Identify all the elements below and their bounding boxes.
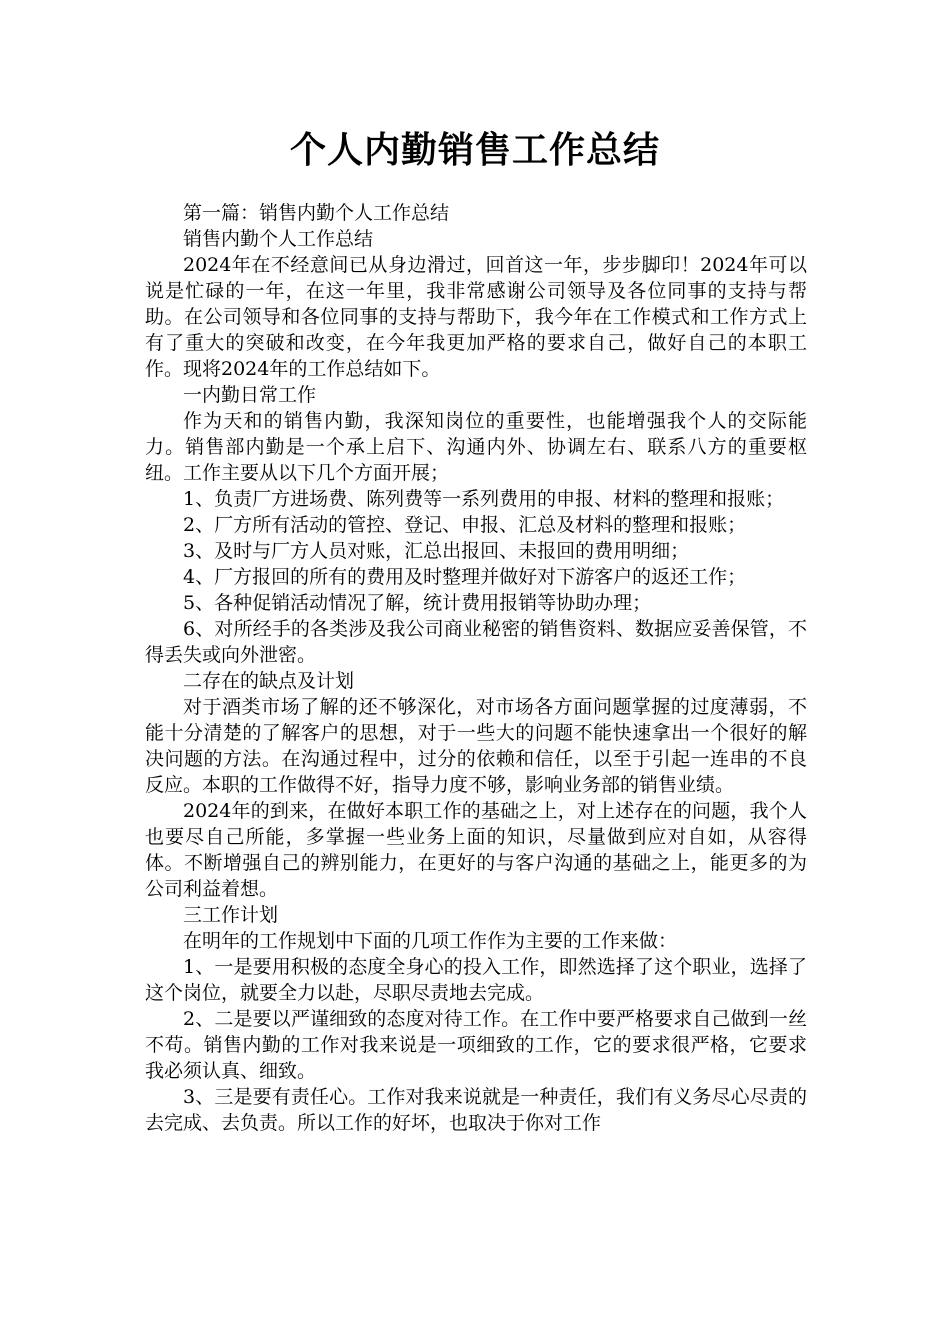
document-title: 个人内勤销售工作总结	[289, 130, 660, 171]
document-body	[145, 200, 807, 1136]
section-heading: 三工作计划	[183, 904, 279, 926]
list-item: 2、二是要以严谨细致的态度对待工作。在工作中要严格要求自己做到一丝不苟。销售内勤的工作对我来说是一项细致的工作，它的要求很严格，它要求我必须认真、细致。	[145, 1008, 807, 1082]
paragraph: 在明年的工作规划中下面的几项工作作为主要的工作来做：	[183, 930, 678, 952]
paragraph: 2024年在不经意间已从身边滑过，回首这一年，步步脚印！2024年可以说是忙碌的一年，在这一年里，我非常感谢公司领导及各位同事的支持与帮助。在公司领导和各位同事的支持与帮助下，我今年在工作模式和工作方式上有了重大的突破和改变，在今年我更加严格的要求自己，做好自己的本职工作。现将2024年的工作总结如下。	[145, 254, 807, 380]
list-item: 1、负责厂方进场费、陈列费等一系列费用的申报、材料的整理和报账；	[183, 488, 785, 510]
section-heading: 一内勤日常工作	[183, 384, 317, 406]
list-item: 3、及时与厂方人员对账，汇总出报回、未报回的费用明细；	[183, 540, 690, 562]
paragraph: 2024年的到来，在做好本职工作的基础之上，对上述存在的问题，我个人也要尽自己所能，多掌握一些业务上面的知识，尽量做到应对自如，从容得体。不断增强自己的辨别能力，在更好的与客户沟通的基础之上，能更多的为公司利益着想。	[145, 800, 807, 900]
list-item: 5、各种促销活动情况了解，统计费用报销等协助办理；	[183, 592, 652, 614]
list-item: 6、对所经手的各类涉及我公司商业秘密的销售资料、数据应妥善保管，不得丢失或向外泄密。	[145, 618, 807, 666]
list-item: 2、厂方所有活动的管控、登记、申报、汇总及材料的整理和报账；	[183, 514, 747, 536]
paragraph: 对于酒类市场了解的还不够深化，对市场各方面问题掌握的过度薄弱，不能十分清楚的了解客户的思想，对于一些大的问题不能快速拿出一个很好的解决问题的方法。在沟通过程中，过分的依赖和信任，以至于引起一连串的不良反应。本职的工作做得不好，指导力度不够，影响业务部的销售业绩。	[145, 696, 807, 796]
paragraph: 作为天和的销售内勤，我深知岗位的重要性，也能增强我个人的交际能力。销售部内勤是一个承上启下、沟通内外、协调左右、联系八方的重要枢纽。工作主要从以下几个方面开展；	[145, 410, 807, 484]
list-item: 1、一是要用积极的态度全身心的投入工作，即然选择了这个职业，选择了这个岗位，就要全力以赴，尽职尽责地去完成。	[145, 956, 807, 1004]
list-item: 3、三是要有责任心。工作对我来说就是一种责任，我们有义务尽心尽责的去完成、去负责。所以工作的好坏，也取决于你对工作	[145, 1086, 807, 1134]
section-heading: 二存在的缺点及计划	[183, 670, 355, 692]
section-heading: 第一篇：销售内勤个人工作总结	[183, 202, 450, 224]
sub-heading: 销售内勤个人工作总结	[183, 228, 374, 250]
list-item: 4、厂方报回的所有的费用及时整理并做好对下游客户的返还工作；	[183, 566, 747, 588]
